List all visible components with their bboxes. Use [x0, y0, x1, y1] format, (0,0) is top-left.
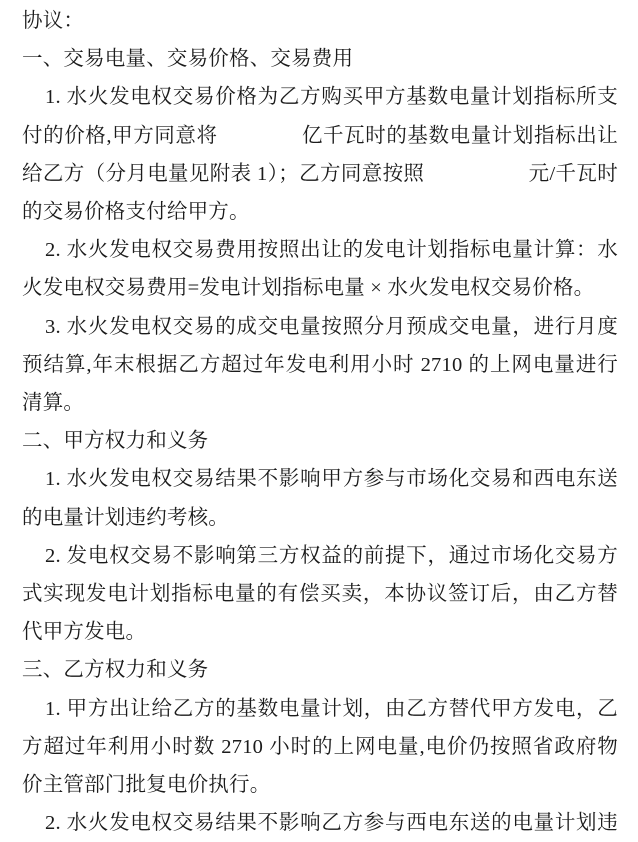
paragraph-text-line: 1. 甲方出让给乙方的基数电量计划，由乙方替代甲方发电，乙: [45, 697, 618, 720]
paragraph-text-line: 火发电权交易费用=发电计划指标电量 × 水火发电权交易价格。: [22, 277, 595, 300]
paragraph-text-line: 方超过年利用小时数 2710 小时的上网电量,电价仍按照省政府物: [22, 735, 618, 758]
paragraph-text-line: 2. 发电权交易不影响第三方权益的前提下，通过市场化交易方: [45, 544, 618, 567]
section-heading-line: 三、乙方权力和义务: [22, 659, 209, 682]
paragraph-text-line: 预结算,年末根据乙方超过年发电利用小时 2710 的上网电量进行: [22, 353, 618, 376]
section-heading-line: 一、交易电量、交易价格、交易费用: [22, 48, 354, 71]
paragraph-text-line: 的电量计划违约考核。: [22, 506, 229, 529]
paragraph-text-line: 1. 水火发电权交易结果不影响甲方参与市场化交易和西电东送: [45, 468, 618, 491]
paragraph-text-line: 付的价格,甲方同意将 亿千瓦时的基数电量计划指标出让: [22, 124, 618, 147]
paragraph-text-line: 2. 水火发电权交易结果不影响乙方参与西电东送的电量计划违: [45, 812, 618, 835]
paragraph-text-line: 2. 水火发电权交易费用按照出让的发电计划指标电量计算：水: [45, 239, 618, 262]
paragraph-text-line: 的交易价格支付给甲方。: [22, 201, 250, 224]
section-heading-line: 二、甲方权力和义务: [22, 430, 209, 453]
paragraph-text-line: 清算。: [22, 392, 85, 415]
agreement-text-block: [22, 2, 618, 842]
paragraph-text-line: 给乙方（分月电量见附表 1）；乙方同意按照 元/千瓦时: [22, 162, 618, 185]
section-heading-line: 协议：: [22, 10, 85, 32]
paragraph-text-line: 代甲方发电。: [22, 621, 147, 644]
paragraph-text-line: 3. 水火发电权交易的成交电量按照分月预成交电量，进行月度: [45, 315, 618, 338]
paragraph-text-line: 1. 水火发电权交易价格为乙方购买甲方基数电量计划指标所支: [45, 86, 618, 109]
paragraph-text-line: 式实现发电计划指标电量的有偿买卖，本协议签订后，由乙方替: [22, 583, 618, 606]
paragraph-text-line: 价主管部门批复电价执行。: [22, 774, 271, 797]
